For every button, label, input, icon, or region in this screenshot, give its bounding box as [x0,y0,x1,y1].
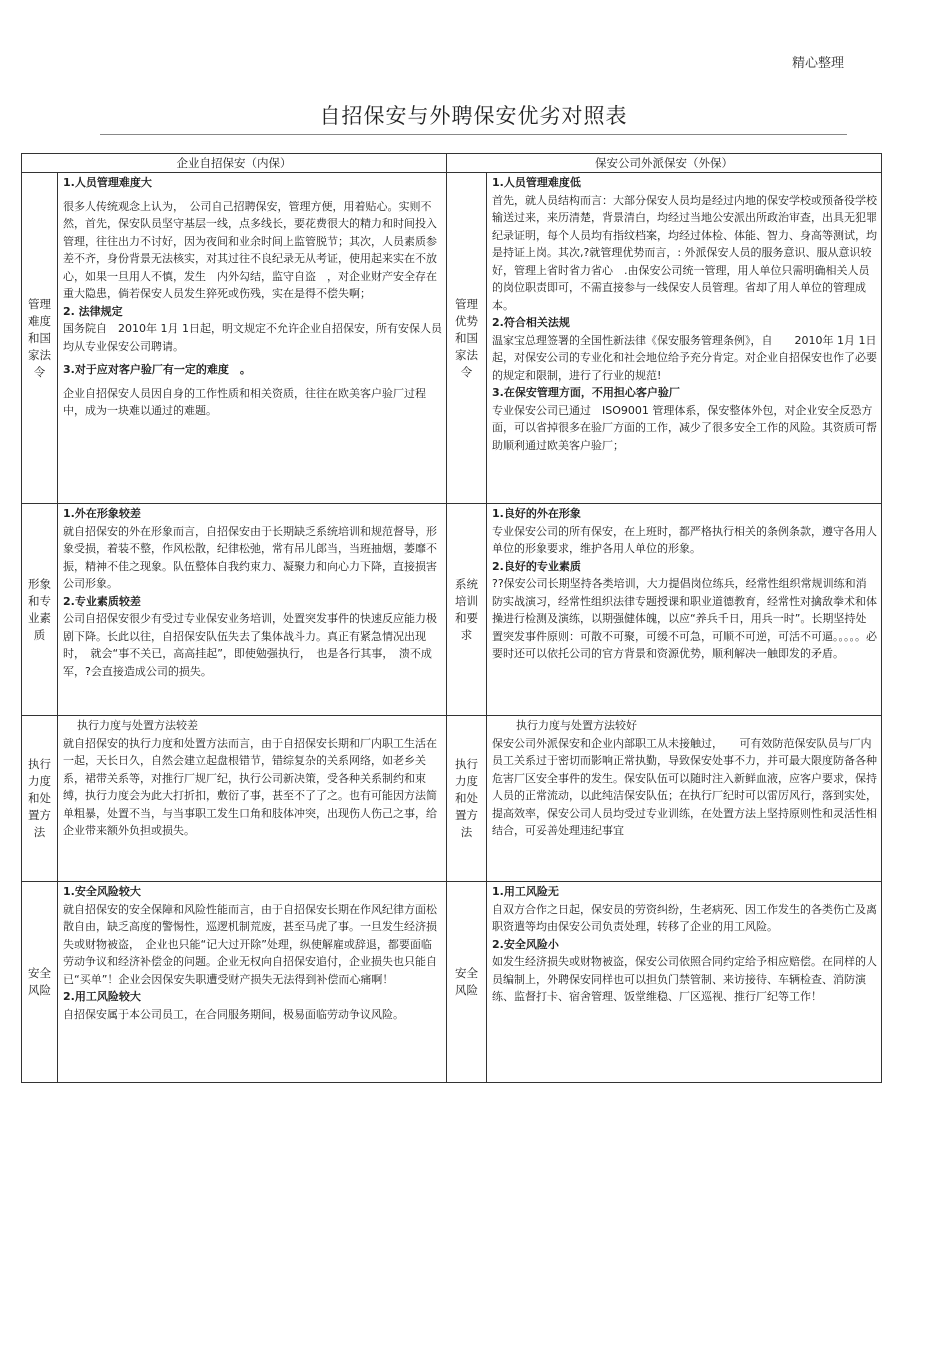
header-note: 精心整理 [791,56,844,71]
comparison-table [21,153,882,1083]
block-title: 2.安全风险小 [492,937,559,951]
block-title: 2.符合相关法规 [492,316,570,329]
block-title: 执行力度与处置方法较好 [516,719,637,732]
table-row [22,716,882,882]
table-row [22,173,882,504]
table-row [22,882,882,1083]
block-text: 专业保安公司已通过 ISO9001 管理体系，保安整体外包，对企业安全反恐方面，可以省掉很多在验厂方面的工作，减少了很多安全工作的风险。其资质可帮助顺利通过欧美客户验厂； [492,403,877,452]
internal-content [58,504,447,716]
block-text: 就自招保安的执行力度和处置方法而言，由于自招保安长期和厂内职工生活在一起，天长日久，自然会建立起盘根错节，错综复杂的关系网络，如老乡关系，裙带关系等，对推行厂规厂纪，执行公司新决策，受各种关系制约和束缚，执行力度会为此大打折扣，敷衍了事，甚至不了了之。也有可能因方法简单粗暴，处置不当，与当事职工发生口角和肢体冲突，出现伤人伤己之事，给企业带来额外负担或损失。 [63,736,437,837]
row-label-external: 安全风险 [447,882,487,1083]
internal-content [58,173,447,504]
column-header-internal: 企业自招保安（内保） [22,154,447,173]
block-text: 首先，就人员结构而言：大部分保安人员均是经过内地的保安学校或预备役学校输送过来，来历清楚，背景清白，均经过当地公安派出所政治审查，出具无犯罪纪录证明，每个人员均有指纹档案，均经过体检、体能、智力、身高等测试，均是持证上岗。其次,?就管理优势而言，: 外派保安人员的服务意识、服从意识较好，管理上省时省力省心 .由保安公司统一管理，用人单位只需明确相关人员的岗位职责即可，不需直接参与一线保安人员管理。省却了用人单位的管理成本。 [492,193,877,312]
block-title: 1.外在形象较差 [63,507,141,520]
external-content [487,882,882,1083]
block-text: ??保安公司长期坚持各类培训，大力提倡岗位练兵，经常性组织常规训练和消防实战演习，经常性组织法律专题授课和职业道德教育，经常性对擒敌拳术和体操进行检测及演练，以期强健体魄，以应“养兵千日，用兵一时”。长期坚持处置突发事件原则：可散不可聚，可缓不可急，可顺不可逆，可活不可逼。。。。。必要时还可以依托公司的官方背景和资源优势，顺利解决一触即发的矛盾。 [492,577,877,660]
row-label-internal: 安全风险 [22,882,58,1083]
block-title: 2.良好的专业素质 [492,559,581,573]
block-title: 1.用工风险无 [492,885,559,898]
block-title: 3.在保安管理方面，不用担心客户验厂 [492,386,680,399]
table-header-row [22,154,882,173]
row-label-external: 系统培训和要求 [447,504,487,716]
block-text: 如发生经济损失或财物被盗，保安公司依照合同约定给予相应赔偿。在同样的人员编制上，外聘保安同样也可以担负门禁管制、来访接待、车辆检查、消防演练、监督打卡、宿舍管理、饭堂维稳、厂区巡视、推行厂纪等工作！ [492,955,877,1003]
block-title: 执行力度与处置方法较差 [77,719,198,732]
column-header-external: 保安公司外派保安（外保） [447,154,882,173]
block-title: 2.专业素质较差 [63,594,141,608]
row-label-external: 管理优势和国家法令 [447,173,487,504]
block-text: 专业保安公司的所有保安，在上班时，都严格执行相关的条例条款，遵守各用人单位的形象要求，维护各用人单位的形象。 [492,524,877,555]
internal-content [58,716,447,882]
block-text: 就自招保安的外在形象而言，自招保安由于长期缺乏系统培训和规范督导，形象受损，着装不整，作风松散，纪律松弛，常有吊儿郎当，当班抽烟，萎靡不振，精神不佳之现象。队伍整体自我约束力、凝聚力和向心力下降，直接损害公司形象。 [63,524,437,590]
block-title: 1.人员管理难度大 [63,176,152,189]
block-title: 1.良好的外在形象 [492,507,581,520]
block-text: 自招保安属于本公司员工，在合同服务期间，极易面临劳动争议风险。 [63,1007,404,1021]
document-title: 自招保安与外聘保安优劣对照表 [100,100,847,135]
table-row [22,504,882,716]
block-title: 1.人员管理难度低 [492,176,581,189]
block-title: 3.对于应对客户验厂有一定的难度 。 [63,363,251,376]
block-text: 就自招保安的安全保障和风险性能而言，由于自招保安长期在作风纪律方面松散自由，缺乏高度的警惕性，巡逻机制荒废，甚至马虎了事。一旦发生经济损失或财物被盗， 企业也只能“记大过开除”处理，纵使解雇或辞退，都要面临劳动争议和经济补偿金的问题。企业无权向自招保安追付，企业损失也只能自已“买单”！企业会因保安失职遭受财产损失无法得到补偿而心痛啊！ [63,902,437,986]
block-text: 温家宝总理签署的全国性新法律《保安服务管理条例》，自 2010年 1月 1日起，对保安公司的专业化和社会地位给予充分肯定。对企业自招保安也作了必要的规定和限制，进行了行业的规范! [492,333,877,382]
block-text: 公司自招保安很少有受过专业保安业务培训，处置突发事件的快速反应能力极剧下降。长此以往，自招保安队伍失去了集体战斗力。真正有紧急情况出现时， 就会“事不关已，高高挂起”，即使勉强执行， 也是各行其事， 溃不成军，?会直接造成公司的损失。 [63,612,437,678]
internal-content [58,882,447,1083]
external-content [487,716,882,882]
external-content [487,504,882,716]
row-label-internal: 形象和专业素质 [22,504,58,716]
block-title: 2. 法律规定 [63,304,123,318]
row-label-internal: 管理难度和国家法令 [22,173,58,504]
block-title: 2.用工风险较大 [63,990,141,1003]
external-content [487,173,882,504]
block-text: 国务院自 2010年 1月 1日起，明文规定不允许企业自招保安，所有安保人员均从专业保安公司聘请。 [63,322,442,353]
block-text: 很多人传统观念上认为， 公司自己招聘保安，管理方便，用着贴心。实则不然，首先，保安队员坚守基层一线，点多线长，要花费很大的精力和时间投入管理，往往出力不讨好，因为夜间和业余时间上监管脱节；其次，人员素质参差不齐，身份背景无法核实，对其过往不良纪录无从考证，使用起来实在不放心，如果一旦用人不慎，发生 内外勾结，监守自盗 ，对企业财产安全存在重大隐患，倘若保安人员发生猝死或伤残，实在是得不偿失啊； [63,199,437,300]
block-text: 保安公司外派保安和企业内部职工从未接触过， 可有效防范保安队员与厂内员工关系过于密切而影响正常执勤，导致保安处事不力，并可最大限度防备各种危害厂区安全事件的发生。保安队伍可以随时注入新鲜血液，应客户要求，保持人员的正常流动，以此纯洁保安队伍；在执行厂纪时可以雷厉风行，落到实处，提高效率，保安公司人员均受过专业训练，在处置方法上坚持原则性和灵活性相结合，可妥善处理违纪事宜 [492,736,877,837]
row-label-internal: 执行力度和处置方法 [22,716,58,882]
block-title: 1.安全风险较大 [63,885,141,898]
block-text: 自双方合作之日起，保安员的劳资纠纷，生老病死、因工作发生的各类伤亡及离职资遣等均由保安公司负责处理，转移了企业的用工风险。 [492,902,877,933]
block-text: 企业自招保安人员因自身的工作性质和相关资质，往往在欧美客户验厂过程中，成为一块难以通过的难题。 [63,386,426,417]
row-label-external: 执行力度和处置方法 [447,716,487,882]
